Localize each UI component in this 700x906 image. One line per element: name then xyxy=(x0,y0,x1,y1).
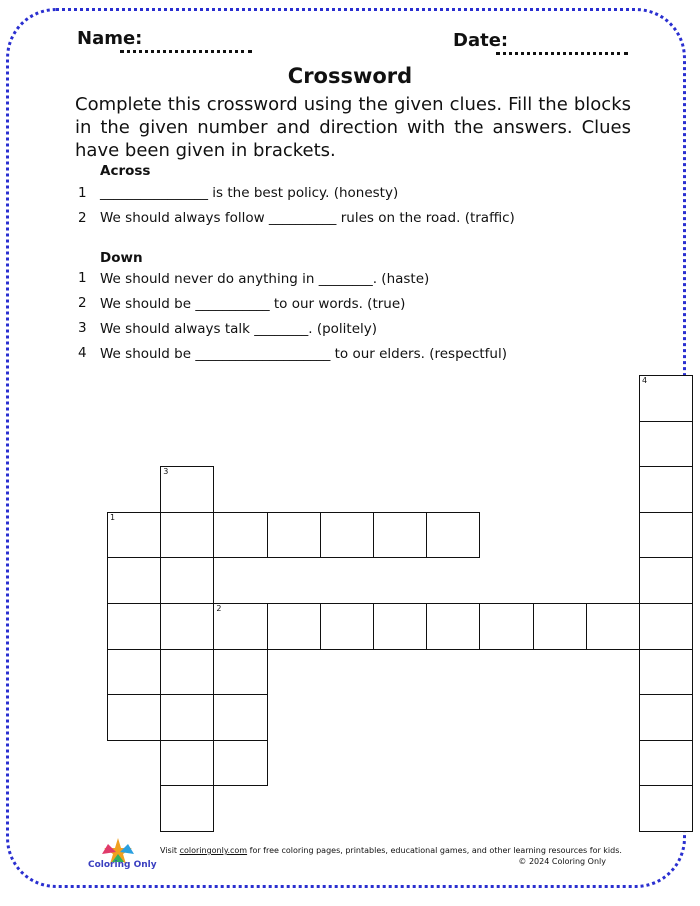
grid-cell[interactable] xyxy=(479,603,533,650)
across-heading: Across xyxy=(100,163,151,179)
grid-cell[interactable] xyxy=(213,694,267,741)
down-num-1: 1 xyxy=(78,270,87,286)
across-clue-2: We should always follow __________ rules on the road. (traffic) xyxy=(100,210,515,226)
grid-cell[interactable] xyxy=(160,694,214,741)
grid-cell[interactable] xyxy=(373,512,427,559)
grid-cell[interactable] xyxy=(639,466,693,513)
down-clue-3: We should always talk ________. (politely) xyxy=(100,321,378,337)
grid-cell[interactable] xyxy=(213,649,267,696)
footer-suffix: for free coloring pages, printables, educational games, and other learning resources for kids. xyxy=(247,846,622,855)
grid-cell[interactable] xyxy=(213,740,267,787)
grid-cell[interactable] xyxy=(160,649,214,696)
across-num-1: 1 xyxy=(78,185,87,201)
grid-cell[interactable] xyxy=(160,466,214,513)
name-label: Name: xyxy=(77,28,143,49)
grid-cell[interactable] xyxy=(213,512,267,559)
grid-cell[interactable] xyxy=(107,649,161,696)
grid-cell[interactable] xyxy=(267,603,321,650)
date-label: Date: xyxy=(453,30,509,51)
grid-cell-number: 2 xyxy=(216,604,222,613)
grid-cell[interactable] xyxy=(107,694,161,741)
grid-cell-number: 4 xyxy=(642,376,648,385)
grid-cell[interactable] xyxy=(320,512,374,559)
grid-cell[interactable] xyxy=(107,512,161,559)
name-field[interactable] xyxy=(120,50,252,53)
copyright: © 2024 Coloring Only xyxy=(518,857,606,866)
down-clue-4: We should be ____________________ to our elders. (respectful) xyxy=(100,346,508,362)
grid-cell[interactable] xyxy=(639,557,693,604)
down-num-2: 2 xyxy=(78,295,87,311)
grid-cell[interactable] xyxy=(107,603,161,650)
grid-cell[interactable] xyxy=(639,421,693,468)
across-num-2: 2 xyxy=(78,210,87,226)
grid-cell[interactable] xyxy=(160,557,214,604)
down-heading: Down xyxy=(100,250,143,266)
grid-cell[interactable] xyxy=(373,603,427,650)
grid-cell[interactable] xyxy=(160,603,214,650)
grid-cell[interactable] xyxy=(320,603,374,650)
grid-cell[interactable] xyxy=(639,375,693,422)
grid-cell[interactable] xyxy=(533,603,587,650)
footer-text xyxy=(160,846,622,855)
grid-cell[interactable] xyxy=(639,603,693,650)
grid-cell-number: 3 xyxy=(163,467,169,477)
grid-cell[interactable] xyxy=(426,603,480,650)
grid-cell[interactable] xyxy=(639,740,693,787)
footer-prefix: Visit xyxy=(160,846,180,855)
grid-cell[interactable] xyxy=(107,557,161,604)
grid-cell[interactable] xyxy=(213,603,267,650)
grid-cell[interactable] xyxy=(160,785,214,832)
grid-cell[interactable] xyxy=(586,603,640,650)
grid-cell[interactable] xyxy=(160,512,214,559)
grid-cell[interactable] xyxy=(639,694,693,741)
grid-cell[interactable] xyxy=(639,512,693,559)
page-title: Crossword xyxy=(287,64,413,88)
grid-cell[interactable] xyxy=(267,512,321,559)
down-clue-1: We should never do anything in ________. (haste) xyxy=(100,271,430,287)
grid-cell[interactable] xyxy=(639,785,693,832)
logo-text: Coloring Only xyxy=(88,860,157,870)
down-num-4: 4 xyxy=(78,345,87,361)
down-num-3: 3 xyxy=(78,320,87,336)
grid-cell-number: 1 xyxy=(110,512,116,522)
grid-cell[interactable] xyxy=(639,649,693,696)
across-clue-1: ________________ is the best policy. (honesty) xyxy=(100,185,399,201)
grid-cell[interactable] xyxy=(426,512,480,559)
grid-cell[interactable] xyxy=(160,740,214,787)
down-clue-2: We should be ___________ to our words. (true) xyxy=(100,296,406,312)
date-field[interactable] xyxy=(496,52,628,55)
instructions: Complete this crossword using the given clues. Fill the blocks in the given number and direction with the answers. Clues have been given in brackets. xyxy=(75,94,631,161)
footer-site-link[interactable]: coloringonly.com xyxy=(179,846,248,855)
